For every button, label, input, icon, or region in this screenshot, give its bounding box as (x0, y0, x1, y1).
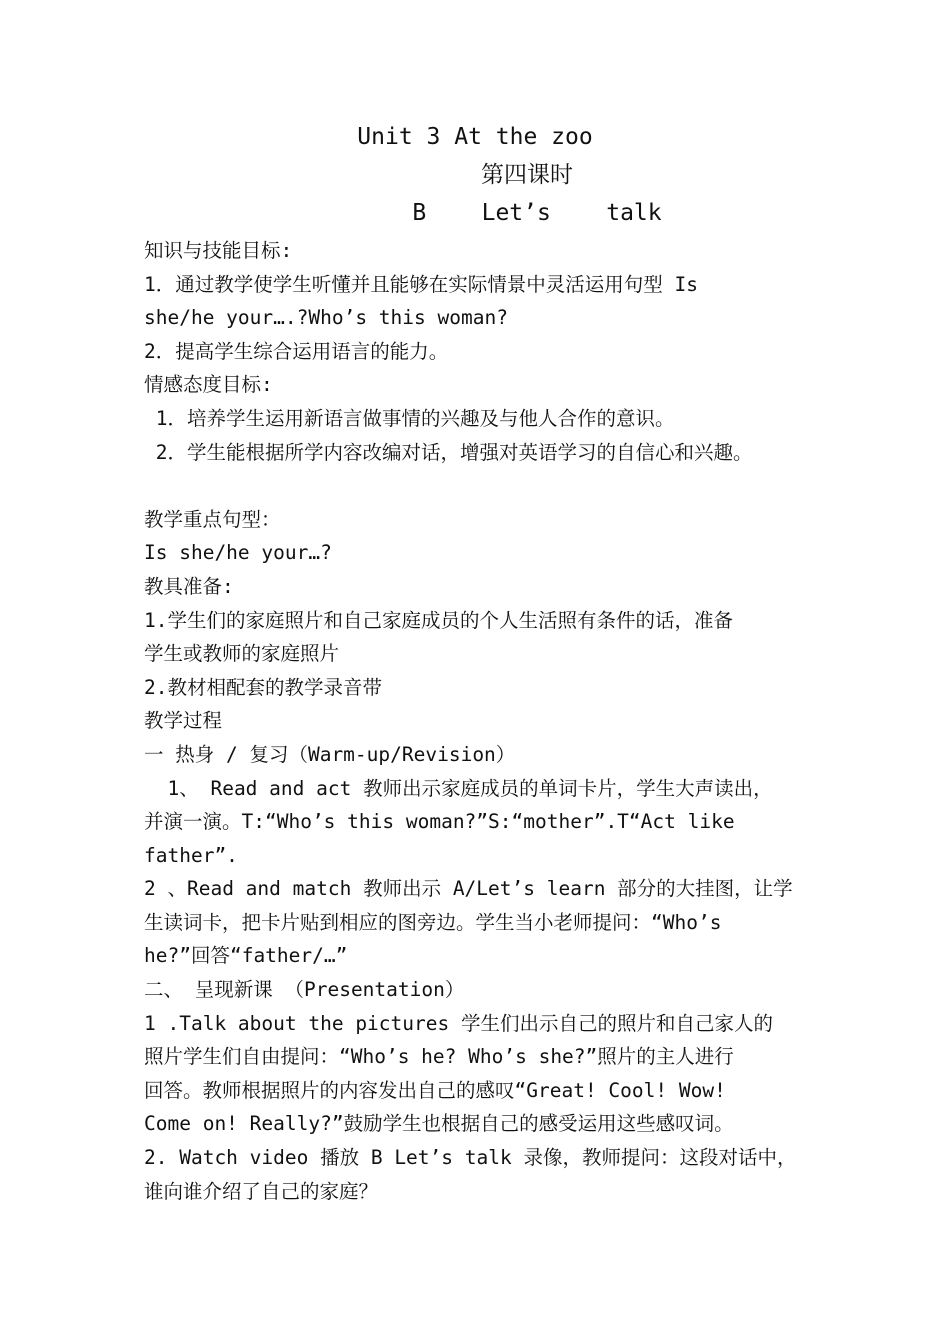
section-title: B Let’s talk (412, 200, 662, 226)
paragraph-line: Is she/he your…? (144, 541, 332, 565)
paragraph-line: 1．培养学生运用新语言做事情的兴趣及与他人合作的意识。 (144, 406, 675, 430)
paragraph-line: 1 .Talk about the pictures 学生们出示自己的照片和自己家人的 (144, 1011, 773, 1035)
paragraph-line: 照片学生们自由提问：“Who’s he? Who’s she?”照片的主人进行 (144, 1045, 734, 1069)
paragraph-line: 2 、Read and match 教师出示 A/Let’s learn 部分的大挂图，让学 (144, 877, 793, 901)
document-body (144, 234, 814, 1208)
paragraph-line: 1.学生们的家庭照片和自己家庭成员的个人生活照有条件的话，准备 (144, 608, 733, 632)
paragraph-line: 2.教材相配套的教学录音带 (144, 675, 382, 699)
heading-teaching-process: 教学过程 (144, 709, 223, 733)
paragraph-line: 1．通过教学使学生听懂并且能够在实际情景中灵活运用句型 Is (144, 272, 698, 296)
blank-line (144, 469, 814, 503)
heading-warmup: 一 热身 / 复习（Warm-up/Revision） (144, 742, 516, 766)
paragraph-line: 生读词卡，把卡片贴到相应的图旁边。学生当小老师提问：“Who’s (144, 910, 722, 934)
paragraph-line: she/he your….?Who’s this woman? (144, 306, 508, 330)
paragraph-line: he?”回答“father/…” (144, 944, 348, 968)
paragraph-line: 回答。教师根据照片的内容发出自己的感叹“Great! Cool! Wow! (144, 1078, 726, 1102)
paragraph-line: 2. Watch video 播放 B Let’s talk 录像，教师提问：这段对话中， (144, 1146, 797, 1170)
paragraph-line: 学生或教师的家庭照片 (144, 642, 340, 666)
heading-knowledge-goals: 知识与技能目标: (144, 239, 293, 262)
heading-emotion-goals: 情感态度目标: (144, 373, 273, 397)
paragraph-line: 2．学生能根据所学内容改编对话，增强对英语学习的自信心和兴趣。 (144, 440, 753, 464)
paragraph-line: 谁向谁介绍了自己的家庭？ (144, 1179, 379, 1203)
heading-materials: 教具准备: (144, 574, 234, 598)
paragraph-line: 1、 Read and act 教师出示家庭成员的单词卡片，学生大声读出， (144, 776, 773, 800)
unit-title: Unit 3 At the zoo (357, 124, 593, 150)
paragraph-line: 并演一演。T:“Who’s this woman?”S:“mother”.T“Act like (144, 810, 735, 834)
paragraph-line: Come on! Really?”鼓励学生也根据自己的感受运用这些感叹词。 (144, 1112, 734, 1136)
lesson-title: 第四课时 (481, 162, 573, 188)
heading-presentation: 二、 呈现新课 （Presentation） (144, 978, 465, 1002)
paragraph-line: 2．提高学生综合运用语言的能力。 (144, 339, 449, 363)
paragraph-line: father”. (144, 843, 238, 867)
heading-key-sentences: 教学重点句型： (144, 507, 281, 531)
